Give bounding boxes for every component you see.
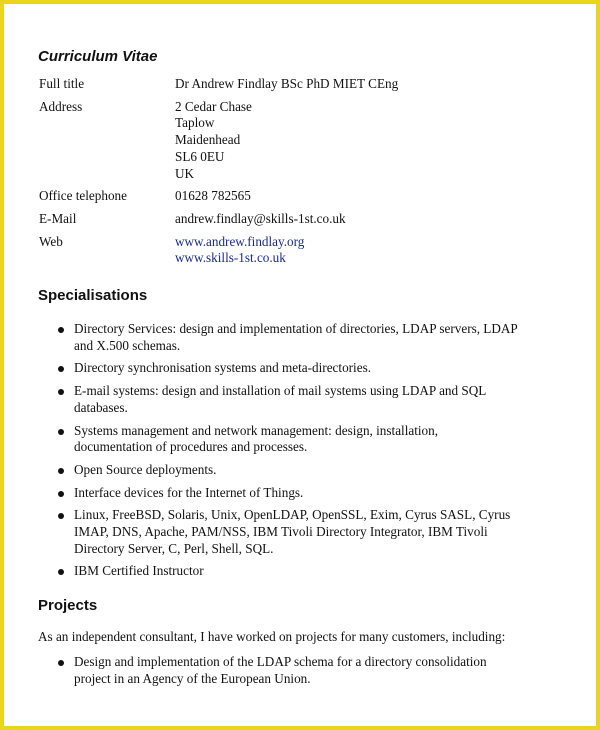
email-value: andrew.findlay@skills-1st.co.uk xyxy=(175,210,346,226)
list-item-line: Directory synchronisation systems and meta-directories. xyxy=(74,360,372,376)
bullet-icon xyxy=(58,389,64,395)
list-item-line: Linux, FreeBSD, Solaris, Unix, OpenLDAP, OpenSSL, Exim, Cyrus SASL, Cyrus xyxy=(74,507,511,523)
projects-intro: As an independent consultant, I have worked on projects for many customers, including: xyxy=(38,629,506,644)
address-line: UK xyxy=(175,165,195,181)
list-item-line: project in an Agency of the European Union. xyxy=(74,670,311,686)
web-label: Web xyxy=(39,233,63,249)
bullet-icon xyxy=(58,366,64,372)
address-value xyxy=(175,93,398,183)
list-item xyxy=(56,462,576,479)
phone-row xyxy=(39,182,398,205)
phone-value: 01628 782565 xyxy=(175,188,251,204)
phone-label: Office telephone xyxy=(39,188,127,204)
page-title: Curriculum Vitae xyxy=(38,48,158,65)
address-row xyxy=(39,93,398,183)
cv-page xyxy=(4,4,596,726)
list-item-line: Design and implementation of the LDAP schema for a directory consolidation xyxy=(74,654,487,669)
list-item-line: and X.500 schemas. xyxy=(74,337,181,353)
bullet-icon xyxy=(58,491,64,497)
list-item xyxy=(56,360,576,377)
full-title-label: Full title xyxy=(39,76,85,91)
list-item-line: databases. xyxy=(74,399,128,415)
bullet-icon xyxy=(58,327,64,333)
specialisations-list xyxy=(56,321,576,586)
list-item xyxy=(56,383,576,416)
list-item xyxy=(56,654,576,687)
email-label: E-Mail xyxy=(39,210,77,226)
list-item xyxy=(56,563,576,580)
web-link-personal[interactable]: www.andrew.findlay.org xyxy=(175,233,305,249)
web-value xyxy=(175,228,398,267)
email-row xyxy=(39,205,398,228)
address-line: Taplow xyxy=(175,115,215,131)
list-item-line: IMAP, DNS, Apache, PAM/NSS, IBM Tivoli Directory Integrator, IBM Tivoli xyxy=(74,524,488,540)
list-item xyxy=(56,321,576,354)
list-item-line: IBM Certified Instructor xyxy=(74,563,204,579)
list-item-line: Directory Services: design and implementation of directories, LDAP servers, LDAP xyxy=(74,321,518,336)
web-link-company[interactable]: www.skills-1st.co.uk xyxy=(175,250,286,266)
list-item-line: E-mail systems: design and installation of mail systems using LDAP and SQL xyxy=(74,383,487,399)
list-item-line: Interface devices for the Internet of Things. xyxy=(74,484,304,500)
full-title-value: Dr Andrew Findlay BSc PhD MIET CEng xyxy=(175,76,399,91)
projects-list xyxy=(56,654,576,693)
bullet-icon xyxy=(58,569,64,575)
address-label: Address xyxy=(39,98,83,114)
web-row xyxy=(39,228,398,267)
address-line: SL6 0EU xyxy=(175,148,225,164)
list-item-line: Systems management and network management: design, installation, xyxy=(74,422,439,438)
personal-details-table xyxy=(39,76,398,267)
list-item xyxy=(56,507,576,557)
list-item xyxy=(56,485,576,502)
list-item-line: documentation of procedures and processes. xyxy=(74,439,308,455)
specialisations-heading: Specialisations xyxy=(38,287,148,304)
bullet-icon xyxy=(58,513,64,519)
address-line: 2 Cedar Chase xyxy=(175,98,252,114)
address-line: Maidenhead xyxy=(175,132,241,148)
list-item xyxy=(56,423,576,456)
bullet-icon xyxy=(58,660,64,666)
projects-heading: Projects xyxy=(38,597,98,614)
list-item-line: Directory Server, C, Perl, Shell, SQL. xyxy=(74,540,274,556)
bullet-icon xyxy=(58,468,64,474)
full-title-row xyxy=(39,76,398,93)
list-item-line: Open Source deployments. xyxy=(74,461,217,477)
bullet-icon xyxy=(58,429,64,435)
